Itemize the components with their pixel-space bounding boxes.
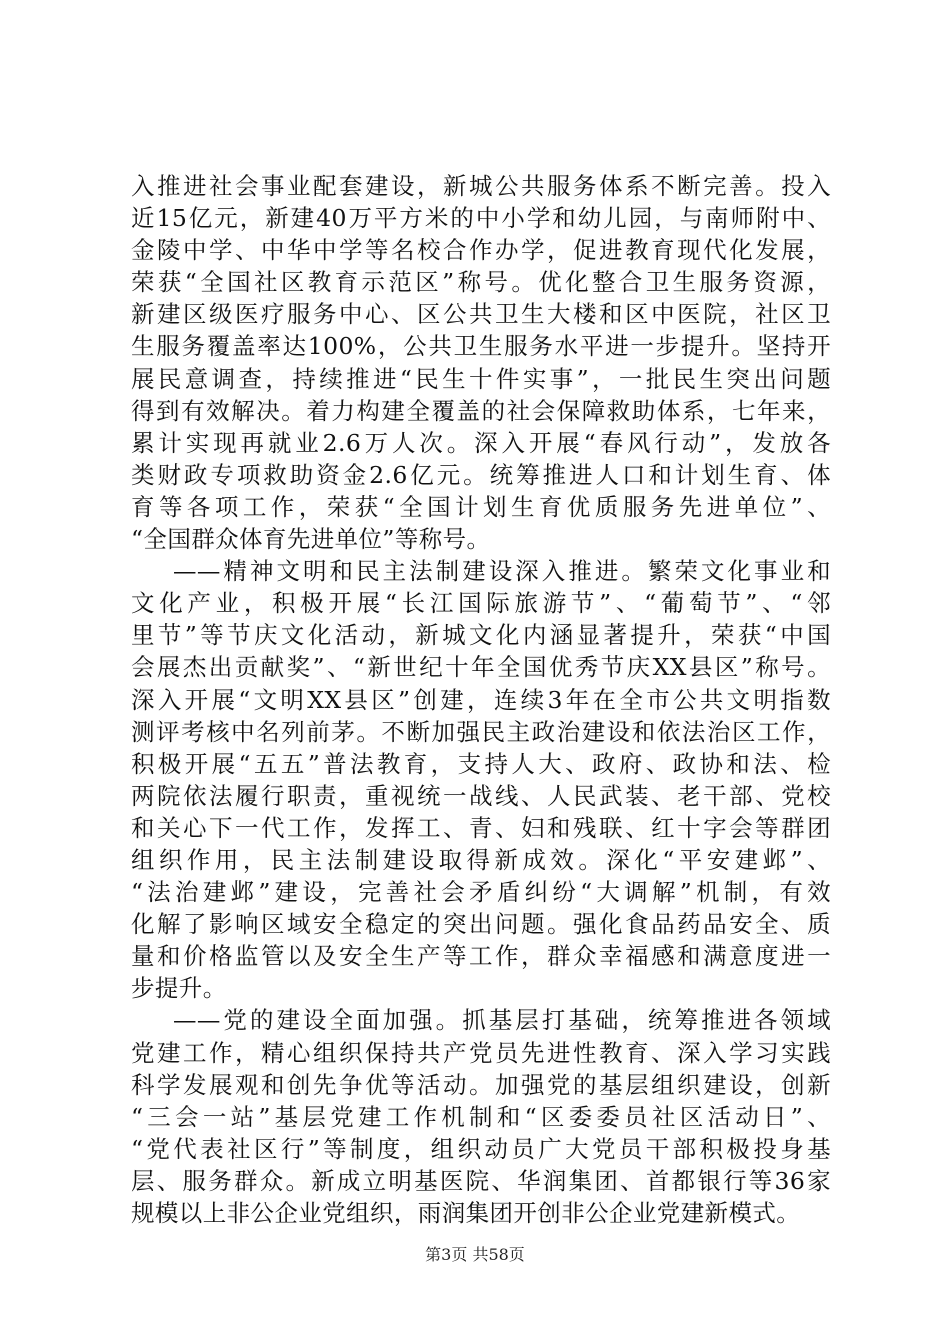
text-line: “法治建邺”建设，完善社会矛盾纠纷“大调解”机制，有效 xyxy=(131,878,831,907)
text-line: 和关心下一代工作，发挥工、青、妇和残联、红十字会等群团 xyxy=(131,813,831,842)
text-line: 步提升。 xyxy=(131,974,227,1003)
text-line: 测评考核中名列前茅。不断加强民主政治建设和依法治区工作， xyxy=(131,717,831,746)
text-line: 会展杰出贡献奖”、“新世纪十年全国优秀节庆XX县区”称号。 xyxy=(131,653,831,682)
text-line: 两院依法履行职责，重视统一战线、人民武装、老干部、党校 xyxy=(131,781,831,810)
text-line: 展民意调查，持续推进“民生十件实事”，一批民生突出问题 xyxy=(131,364,831,393)
text-line: 得到有效解决。着力构建全覆盖的社会保障救助体系，七年来， xyxy=(131,396,831,425)
text-line: 层、服务群众。新成立明基医院、华润集团、首都银行等36家 xyxy=(131,1166,831,1195)
text-line: 积极开展“五五”普法教育，支持人大、政府、政协和法、检 xyxy=(131,749,831,778)
text-line: 党建工作，精心组织保持共产党员先进性教育、深入学习实践 xyxy=(131,1038,831,1067)
page-footer: 第3页 共58页 xyxy=(425,1245,525,1264)
text-line: 科学发展观和创先争优等活动。加强党的基层组织建设，创新 xyxy=(131,1070,831,1099)
text-line: 量和价格监管以及安全生产等工作，群众幸福感和满意度进一 xyxy=(131,942,831,971)
text-line: 组织作用，民主法制建设取得新成效。深化“平安建邺”、 xyxy=(131,845,831,874)
text-line: 入推进社会事业配套建设，新城公共服务体系不断完善。投入 xyxy=(131,172,831,200)
text-line: ——党的建设全面加强。抓基层打基础，统筹推进各领域 xyxy=(131,1006,831,1035)
text-line: 新建区级医疗服务中心、区公共卫生大楼和区中医院，社区卫 xyxy=(131,300,831,329)
text-line: 育等各项工作，荣获“全国计划生育优质服务先进单位”、 xyxy=(131,492,831,521)
text-line: 近15亿元，新建40万平方米的中小学和幼儿园，与南师附中、 xyxy=(131,204,831,233)
text-line: ——精神文明和民主法制建设深入推进。繁荣文化事业和 xyxy=(131,557,831,586)
text-line: “全国群众体育先进单位”等称号。 xyxy=(131,525,491,554)
text-line: 累计实现再就业2.6万人次。深入开展“春风行动”，发放各 xyxy=(131,428,831,457)
text-line: “三会一站”基层党建工作机制和“区委委员社区活动日”、 xyxy=(131,1102,831,1131)
text-line: 金陵中学、中华中学等名校合作办学，促进教育现代化发展， xyxy=(131,236,831,265)
document-body xyxy=(131,170,831,1229)
text-line: 生服务覆盖率达100%，公共卫生服务水平进一步提升。坚持开 xyxy=(131,332,831,361)
text-line: 深入开展“文明XX县区”创建，连续3年在全市公共文明指数 xyxy=(131,685,831,714)
text-line: “党代表社区行”等制度，组织动员广大党员干部积极投身基 xyxy=(131,1134,831,1163)
text-line: 里节”等节庆文化活动，新城文化内涵显著提升，荣获“中国 xyxy=(131,621,831,650)
text-line: 化解了影响区域安全稳定的突出问题。强化食品药品安全、质 xyxy=(131,910,831,939)
text-line: 文化产业，积极开展“长江国际旅游节”、“葡萄节”、“邻 xyxy=(131,589,831,618)
text-line: 规模以上非公企业党组织，雨润集团开创非公企业党建新模式。 xyxy=(131,1199,801,1227)
text-line: 荣获“全国社区教育示范区”称号。优化整合卫生服务资源， xyxy=(131,268,831,297)
text-line: 类财政专项救助资金2.6亿元。统筹推进人口和计划生育、体 xyxy=(131,460,831,489)
